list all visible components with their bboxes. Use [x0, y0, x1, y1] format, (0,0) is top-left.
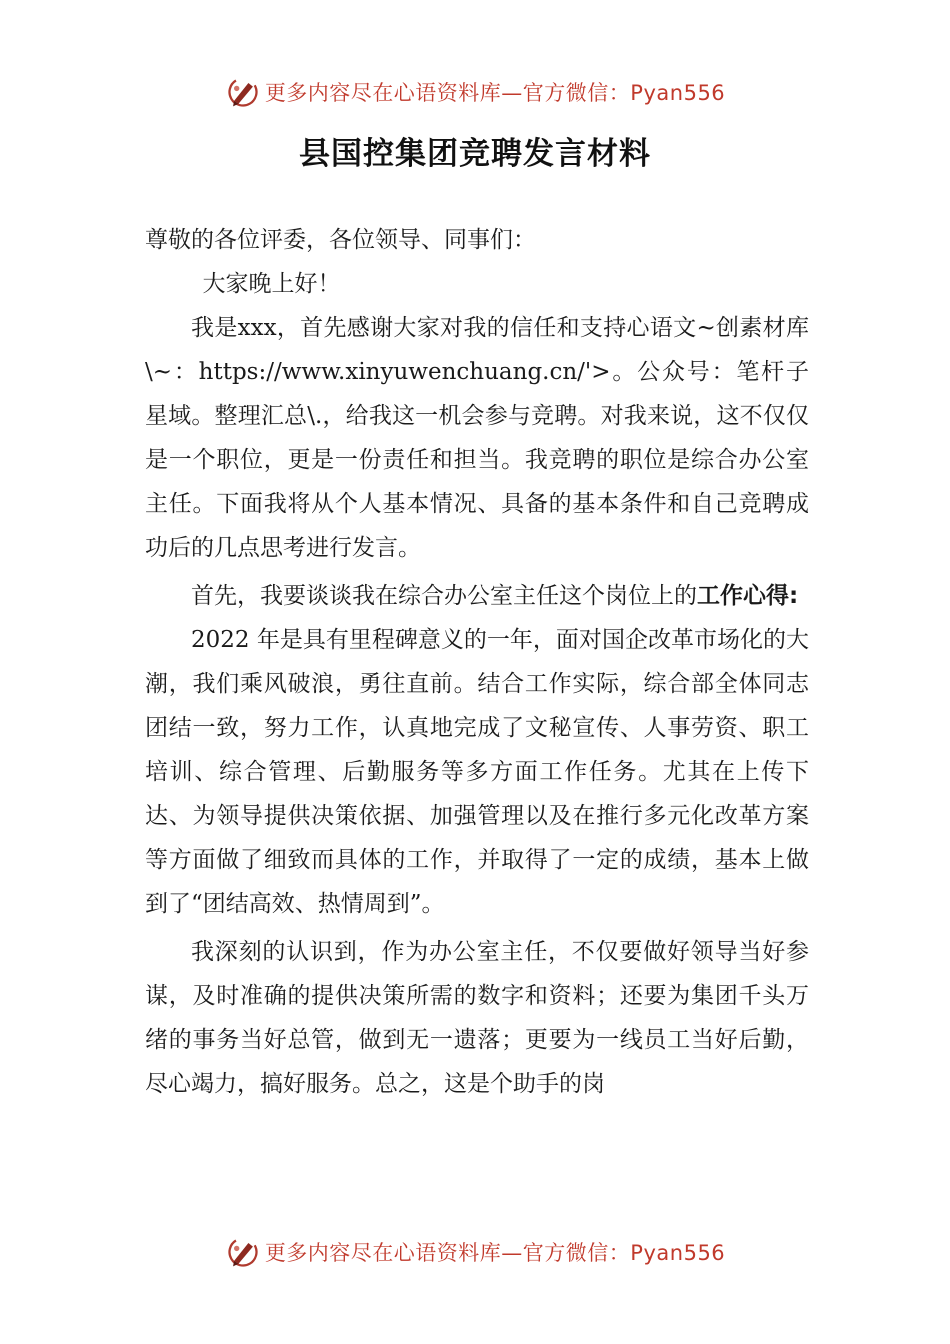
watermark-text: 更多内容尽在心语资料库—官方微信：Pyan556: [264, 81, 726, 105]
salutation: 大家晚上好！: [202, 271, 341, 297]
paragraph: 我深刻的认识到，作为办公室主任，不仅要做好领导当好参谋，及时准确的提供决策所需的数字和资料；还要为集团千头万绪的事务当好总管，做到无一遗落；更要为一线员工当好后勤，尽心竭力，搞好服务。总之，这是个助手的岗: [145, 939, 809, 1097]
paragraph: [145, 574, 809, 618]
pen-logo-icon: [225, 74, 261, 110]
header-watermark: [0, 70, 950, 114]
paragraph-lead: 首先，我要谈谈我在综合办公室主任这个岗位上的: [191, 583, 697, 609]
paragraph: 我是xxx，首先感谢大家对我的信任和支持心语文~创素材库\~：https://www.xinyuwenchuang.cn/'>。公众号：笔杆子星域。整理汇总\.，给我这一机会参与竞聘。对我来说，这不仅仅是一个职位，更是一份责任和担当。我竞聘的职位是综合办公室主任。下面我将从个人基本情况、具备的基本条件和自己竞聘成功后的几点思考进行发言。: [145, 315, 809, 561]
bold-heading: 工作心得:: [697, 583, 799, 609]
watermark-text: 更多内容尽在心语资料库—官方微信：Pyan556: [264, 1241, 726, 1265]
document-title: 县国控集团竞聘发言材料: [299, 136, 651, 172]
greeting: 尊敬的各位评委，各位领导、同事们：: [145, 227, 536, 253]
paragraph: 2022 年是具有里程碑意义的一年，面对国企改革市场化的大潮，我们乘风破浪，勇往直前。结合工作实际，综合部全体同志团结一致，努力工作，认真地完成了文秘宣传、人事劳资、职工培训、综合管理、后勤服务等多方面工作任务。尤其在上传下达、为领导提供决策依据、加强管理以及在推行多元化改革方案等方面做了细致而具体的工作，并取得了一定的成绩，基本上做到了“团结高效、热情周到”。: [145, 627, 809, 917]
pen-logo-icon: [225, 1234, 261, 1270]
footer-watermark: [0, 1230, 950, 1274]
document-body: [145, 218, 809, 1106]
